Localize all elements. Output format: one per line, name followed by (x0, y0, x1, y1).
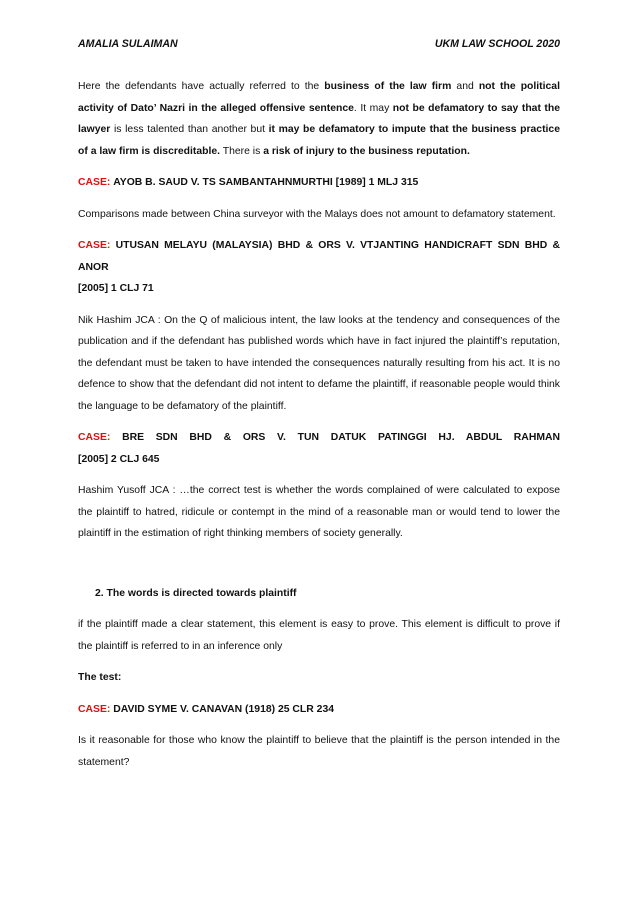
paragraph-business-reputation (78, 76, 560, 162)
text-segment: . It may (353, 102, 393, 114)
case-label: CASE: (78, 240, 111, 251)
spacer (78, 555, 560, 583)
bold-segment: business of the law firm (324, 81, 452, 92)
bold-segment: it may be defamatory to impute that the business practice of a law firm is discreditable. (78, 124, 560, 157)
case-heading-ayob (78, 172, 560, 194)
case-line (78, 235, 560, 278)
bold-segment: not be defamatory to say that the lawyer (78, 102, 561, 135)
text-segment: is less talented than another but (110, 124, 269, 135)
paragraph-nik-hashim: Nik Hashim JCA : On the Q of malicious intent, the law looks at the tendency and consequences of the publication and if the defendant has published words which have in fact injured the plaintiff’s reputation, the defendant must be taken to have intended the consequences naturally resulting from his act. It is no defence to show that the defendant did not intent to defame the plaintiff, if reasonable people would think the language to be defamatory of the plaintiff. (78, 314, 560, 412)
case-title: UTUSAN MELAYU (MALAYSIA) BHD & ORS V. VTJANTING HANDICRAFT SDN BHD & ANOR (78, 240, 561, 273)
paragraph-clear-statement: if the plaintiff made a clear statement, this element is easy to prove. This element is difficult to prove if the plaintiff is referred to in an inference only (78, 619, 560, 652)
case-heading-bre (78, 427, 560, 470)
test-label: The test: (78, 672, 122, 683)
case-citation: [2005] 1 CLJ 71 (78, 283, 154, 294)
bold-segment: not the political activity of Dato’ Nazri in the alleged offensive sentence (78, 81, 560, 114)
section-heading: 2. The words is directed towards plaintiff (95, 587, 297, 599)
case-title: BRE SDN BHD & ORS V. TUN DATUK PATINGGI HJ. ABDUL RAHMAN (122, 432, 560, 443)
case-label: CASE: (78, 432, 111, 443)
text-segment: and (451, 81, 479, 92)
case-title: DAVID SYME V. CANAVAN (1918) 25 CLR 234 (113, 703, 335, 715)
bold-segment: a risk of injury to the business reputation. (263, 145, 470, 157)
paragraph-reasonable-test: Is it reasonable for those who know the plaintiff to believe that the plaintiff is the person intended in the statement? (78, 735, 560, 768)
text-segment: There is (220, 145, 264, 157)
case-heading-utusan (78, 235, 560, 300)
document-body (78, 76, 560, 783)
header-author: AMALIA SULAIMAN (78, 38, 178, 50)
case-label: CASE: (78, 177, 111, 188)
paragraph-hashim-yusoff: Hashim Yusoff JCA : …the correct test is whether the words complained of were calculated to expose the plaintiff to hatred, ridicule or contempt in the mind of a reasonable man or would tend to lower the plaintiff in the estimation of right thinking members of society generally. (78, 485, 560, 539)
case-citation: [2005] 2 CLJ 645 (78, 453, 160, 465)
text-segment: Here the defendants have actually referred to the (78, 81, 325, 92)
case-title: AYOB B. SAUD V. TS SAMBANTAHNMURTHI [1989] 1 MLJ 315 (113, 177, 419, 188)
case-line (78, 427, 560, 449)
header-school: UKM LAW SCHOOL 2020 (434, 38, 560, 50)
case-heading-david-syme (78, 699, 560, 721)
case-label: CASE: (78, 703, 111, 715)
paragraph-comparisons: Comparisons made between China surveyor with the Malays does not amount to defamatory statement. (78, 208, 556, 220)
